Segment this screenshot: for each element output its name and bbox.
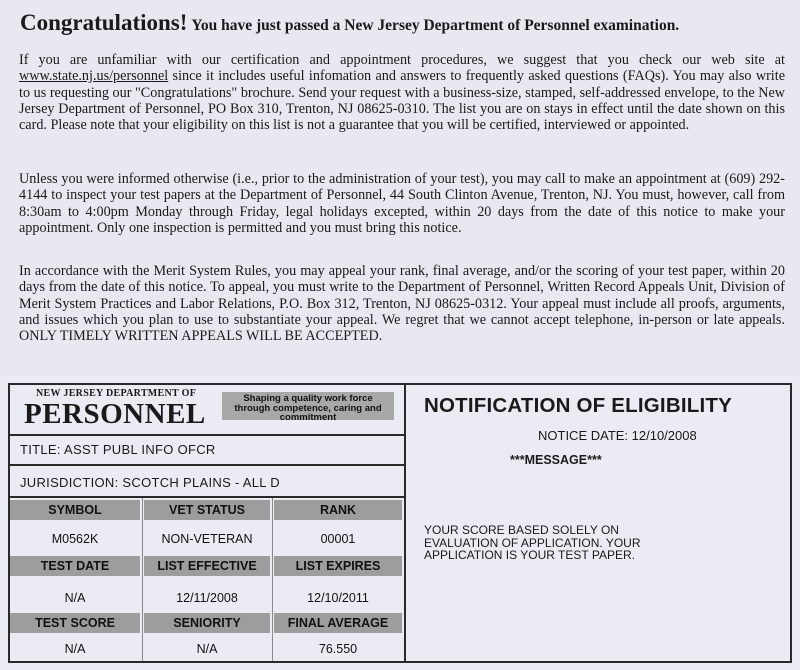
paragraph-appeal-info: In accordance with the Merit System Rules, you may appeal your rank, final average, and/or the scoring of your test paper, within 20 days from the date of this notice. To appeal, you must write to the Department of Personnel, Written Record Appeals Unit, Division of Merit System Practices and Labor Relations, P.O. Box 312, Trenton, NJ 08625-0312. Your appeal must include all proofs, arguments, and issues which you plan to use to substantiate your appeal. We regret that we cannot accept telephone, in-person or late appeals. ONLY TIMELY WRITTEN APPEALS WILL BE ACCEPTED. [19, 263, 785, 345]
value-list-effective: 12/11/2008 [176, 591, 238, 605]
rule-grid-top [8, 496, 406, 498]
rule-jurisdiction-top [8, 464, 406, 466]
header-test-score: TEST SCORE [10, 613, 140, 633]
value-seniority: N/A [196, 642, 218, 656]
website-link[interactable]: www.state.nj.us/personnel [19, 68, 169, 85]
header-final-average: FINAL AVERAGE [274, 613, 402, 633]
headline-congratulations: Congratulations! [20, 10, 188, 35]
department-logo-text: PERSONNEL [24, 398, 206, 430]
header-seniority: SENIORITY [144, 613, 270, 633]
header-list-expires: LIST EXPIRES [274, 556, 402, 576]
grid-column-line-2 [272, 498, 273, 661]
paragraph-inspection-info: Unless you were informed otherwise (i.e., prior to the administration of your test), you may call to make an appointment at (609) 292-4144 to inspect your test papers at the Department of Personnel, 44 South Clinton Avenue, Trenton, NJ. You must, however, call from 8:30am to 4:00pm Monday through Friday, legal holidays excepted, within 20 days from the date of this notice to make your appointment. Only one inspection is permitted and you must bring this notice. [19, 171, 785, 236]
rule-title-top [8, 434, 406, 436]
value-rank: 00001 [320, 532, 356, 546]
title-field: TITLE: ASST PUBL INFO OFCR [20, 442, 216, 457]
value-vet-status: NON-VETERAN [161, 532, 253, 546]
p1-text-start: If you are unfamiliar with our certification and appointment procedures, we suggest that you check our web site at [19, 52, 785, 68]
notification-title: NOTIFICATION OF ELIGIBILITY [424, 394, 732, 417]
header-list-effective: LIST EFFECTIVE [144, 556, 270, 576]
header-test-date: TEST DATE [10, 556, 140, 576]
headline [20, 10, 679, 36]
header-vet-status: VET STATUS [144, 500, 270, 520]
header-symbol: SYMBOL [10, 500, 140, 520]
value-symbol: M0562K [51, 532, 99, 546]
grid-column-line-1 [142, 498, 143, 661]
value-list-expires: 12/10/2011 [307, 591, 369, 605]
value-final-average: 76.550 [318, 642, 358, 656]
score-message: YOUR SCORE BASED SOLELY ON EVALUATION OF APPLICATION. YOUR APPLICATION IS YOUR TEST PAPER. [424, 523, 641, 562]
paragraph-certification-info [19, 52, 785, 133]
p1-text-end: since it includes useful infomation and answers to frequently asked questions (FAQs). You may also write to us requesting our "Congratulations" brochure. Send your request with a business-size, stamped, self-addressed envelope, to the New Jersey Department of Personnel, PO Box 310, Trenton, NJ 08625-0310. The list you are on stays in effect until the date shown on this card. Please note that your eligibility on this list is not a guarantee that you will be certified, interviewed or appointed. [19, 68, 785, 134]
department-slogan: Shaping a quality work force through competence, caring and commitment [222, 392, 394, 420]
card-divider [404, 383, 406, 663]
header-rank: RANK [274, 500, 402, 520]
value-test-date: N/A [64, 591, 86, 605]
value-test-score: N/A [64, 642, 86, 656]
department-label: NEW JERSEY DEPARTMENT OF [36, 388, 197, 399]
message-label: ***MESSAGE*** [510, 453, 602, 467]
jurisdiction-field: JURISDICTION: SCOTCH PLAINS - ALL D [20, 475, 280, 490]
headline-subtitle: You have just passed a New Jersey Department of Personnel examination. [191, 17, 680, 34]
notice-date: NOTICE DATE: 12/10/2008 [538, 428, 697, 443]
